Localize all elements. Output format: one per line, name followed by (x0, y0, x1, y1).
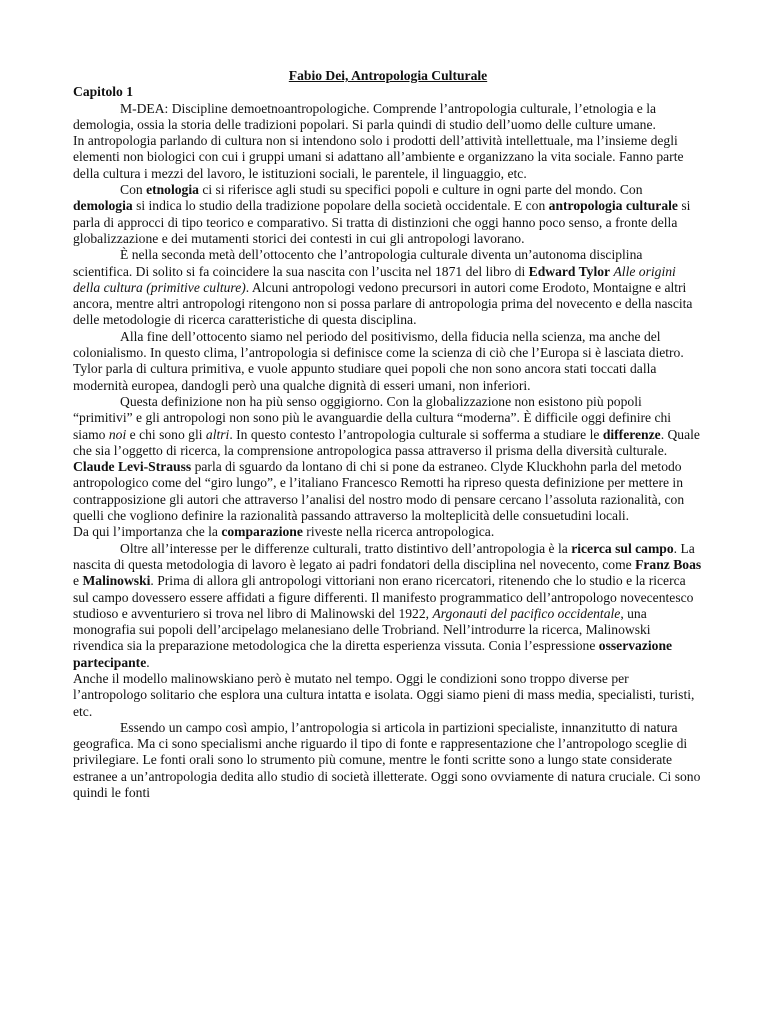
text-run: . Alcuni antropologi vedono precursori in autori come Erodoto, Montaigne e altri ancora, mentre altri antropologi ritengono non si possa parlare di antropologia prima del novecento e della nascita delle metodologie di ricerca caratteristiche di questa disciplina. (73, 279, 693, 328)
text-run: parla di sguardo da lontano di chi si pone da estraneo. Clyde Kluckhohn parla del metodo antropologico come del “giro lungo”, e l’italiano Francesco Remotti ha ripreso questa definizione per mettere in contrapposizione gli autori che attraverso l’analisi del nostro modo di pensare cercano l’assoluta razionalità, con quelli che vogliono definire la razionalità passando attraverso la molteplicità delle consuetudini locali. (73, 459, 685, 524)
text-run: e chi sono gli (126, 426, 206, 442)
italic-title: Alle origini della cultura (primitive culture) (73, 263, 676, 295)
text-run: e (73, 573, 83, 589)
paragraph-5: Alla fine dell’ottocento siamo nel periodo del positivismo, della fiducia nella scienza, ma anche del colonialismo. In questo clima, l’antropologia si definisce come la scienza di ciò che l’Europa si è lasciata dietro. Tylor parla di cultura primitiva, e vuole appunto studiare quei popoli che non sono ancora stati toccati dalla modernità europea, dandogli però una qualche dignità di esseri umani, non inferiori. (73, 328, 684, 393)
bold-term: ricerca sul campo (571, 540, 674, 556)
text-run: si indica lo studio della tradizione popolare della società occidentale. E con (132, 198, 549, 214)
bold-term: Claude Levi-Strauss (73, 459, 192, 475)
text-run: Da qui l’importanza che la (73, 524, 222, 540)
text-run: riveste nella ricerca antropologica. (302, 524, 495, 540)
text-run: . (146, 654, 150, 670)
text-run: , una monografia sui popoli dell’arcipelago melanesiano delle Trobriand. Nell’introdurre la ricerca, Malinowski rivendica sia la preparazione metodologica che la diretta esperienza vissuta. Conia l’espressione (73, 605, 651, 654)
bold-term: Edward Tylor (528, 263, 611, 279)
text-run: . Quale che sia l’oggetto di ricerca, la comprensione antropologica passa attraverso il prisma della diversità culturale. (73, 426, 700, 458)
text-run: si parla di approcci di tipo teorico e comparativo. Si tratta di distinzioni che oggi hanno poco senso, a fronte della globalizzazione e dei mutamenti storici dei contesti in cui gli antropologi lavorano. (73, 198, 691, 246)
text-run: Con (120, 182, 147, 198)
paragraph-3 (73, 182, 703, 247)
text-run: Questa definizione non ha più senso oggigiorno. Con la globalizzazione non esistono più popoli “primitivi” e gli antropologi non sono più le avanguardie della cultura “moderna”. È difficile oggi definire chi siamo (73, 393, 672, 442)
bold-term: Franz Boas (635, 556, 702, 572)
paragraph-1: M-DEA: Discipline demoetnoantropologiche. Comprende l’antropologia culturale, l’etnologia e la demologia, ossia la storia delle tradizioni popolari. Si parla quindi di studio dell’uomo delle culture umane. (73, 100, 657, 132)
paragraph-9: Anche il modello malinowskiano però è mutato nel tempo. Oggi le condizioni sono troppo diverse per l’antropologo solitario che esplora una cultura intatta e isolata. Oggi siamo pieni di mass media, specialisti, turisti, etc. (73, 670, 695, 719)
text-run: . Prima di allora gli antropologi vittoriani non erano ricercatori, ritenendo che lo studio e la ricerca sul campo dovessero essere affidati a figure differenti. Il manifesto programmatico dell’antropologo novecentesco studioso e avventuriero si trova nel libro di Malinowski del 1922, (73, 573, 694, 621)
bold-term: comparazione (221, 524, 303, 540)
paragraph-2: In antropologia parlando di cultura non si intendono solo i prodotti dell’attività intellettuale, ma l’insieme degli elementi non biologici con cui i gruppi umani si adattano all’ambiente e organizzano la vita sociale. Fanno parte della cultura i mezzi del lavoro, le istituzioni sociali, le parentele, il linguaggio, etc. (73, 133, 684, 181)
bold-term: Malinowski (82, 573, 151, 589)
paragraph-8 (73, 541, 703, 671)
italic-title: Argonauti del pacifico occidentale (432, 605, 621, 621)
bold-term: differenze (602, 426, 661, 442)
italic-term: altri (205, 426, 230, 442)
paragraph-7 (73, 524, 703, 540)
document-title: Fabio Dei, Antropologia Culturale (288, 68, 488, 83)
paragraph-4 (73, 247, 703, 328)
text-run: ci si riferisce agli studi su specifici popoli e culture in ogni parte del mondo. Con (198, 182, 643, 198)
bold-term: antropologia culturale (548, 198, 678, 214)
text-run: . La nascita di questa metodologia di lavoro è legato ai padri fondatori della disciplina nel novecento, come (73, 540, 695, 572)
document-page (73, 68, 703, 801)
text-run: Oltre all’interesse per le differenze culturali, tratto distintivo dell’antropologia è la (120, 540, 572, 556)
bold-term: etnologia (146, 182, 199, 198)
bold-term: osservazione partecipante (73, 638, 673, 670)
chapter-heading: Capitolo 1 (73, 84, 134, 100)
paragraph-6 (73, 394, 703, 524)
italic-term: noi (108, 426, 127, 442)
text-run: . In questo contesto l’antropologia culturale si sofferma a studiare le (229, 426, 603, 442)
paragraph-10: Essendo un campo così ampio, l’antropologia si articola in partizioni specialiste, innanzitutto di natura geografica. Ma ci sono specialismi anche riguardo il tipo di fonte e rappresentazione che l’antropologo sceglie di privilegiare. Le fonti orali sono lo strumento più comune, mentre le fonti scritte sono a lungo state considerate estranee a un’antropologia dedita allo studio di società illetterate. Oggi sono ovviamente di natura cruciale. Ci sono quindi le fonti (73, 719, 701, 801)
text-run: È nella seconda metà dell’ottocento che l’antropologia culturale diventa un’autonoma disciplina scientifica. Di solito si fa coincidere la sua nascita con l’uscita nel 1871 del libro di (73, 247, 643, 279)
bold-term: demologia (73, 198, 133, 214)
